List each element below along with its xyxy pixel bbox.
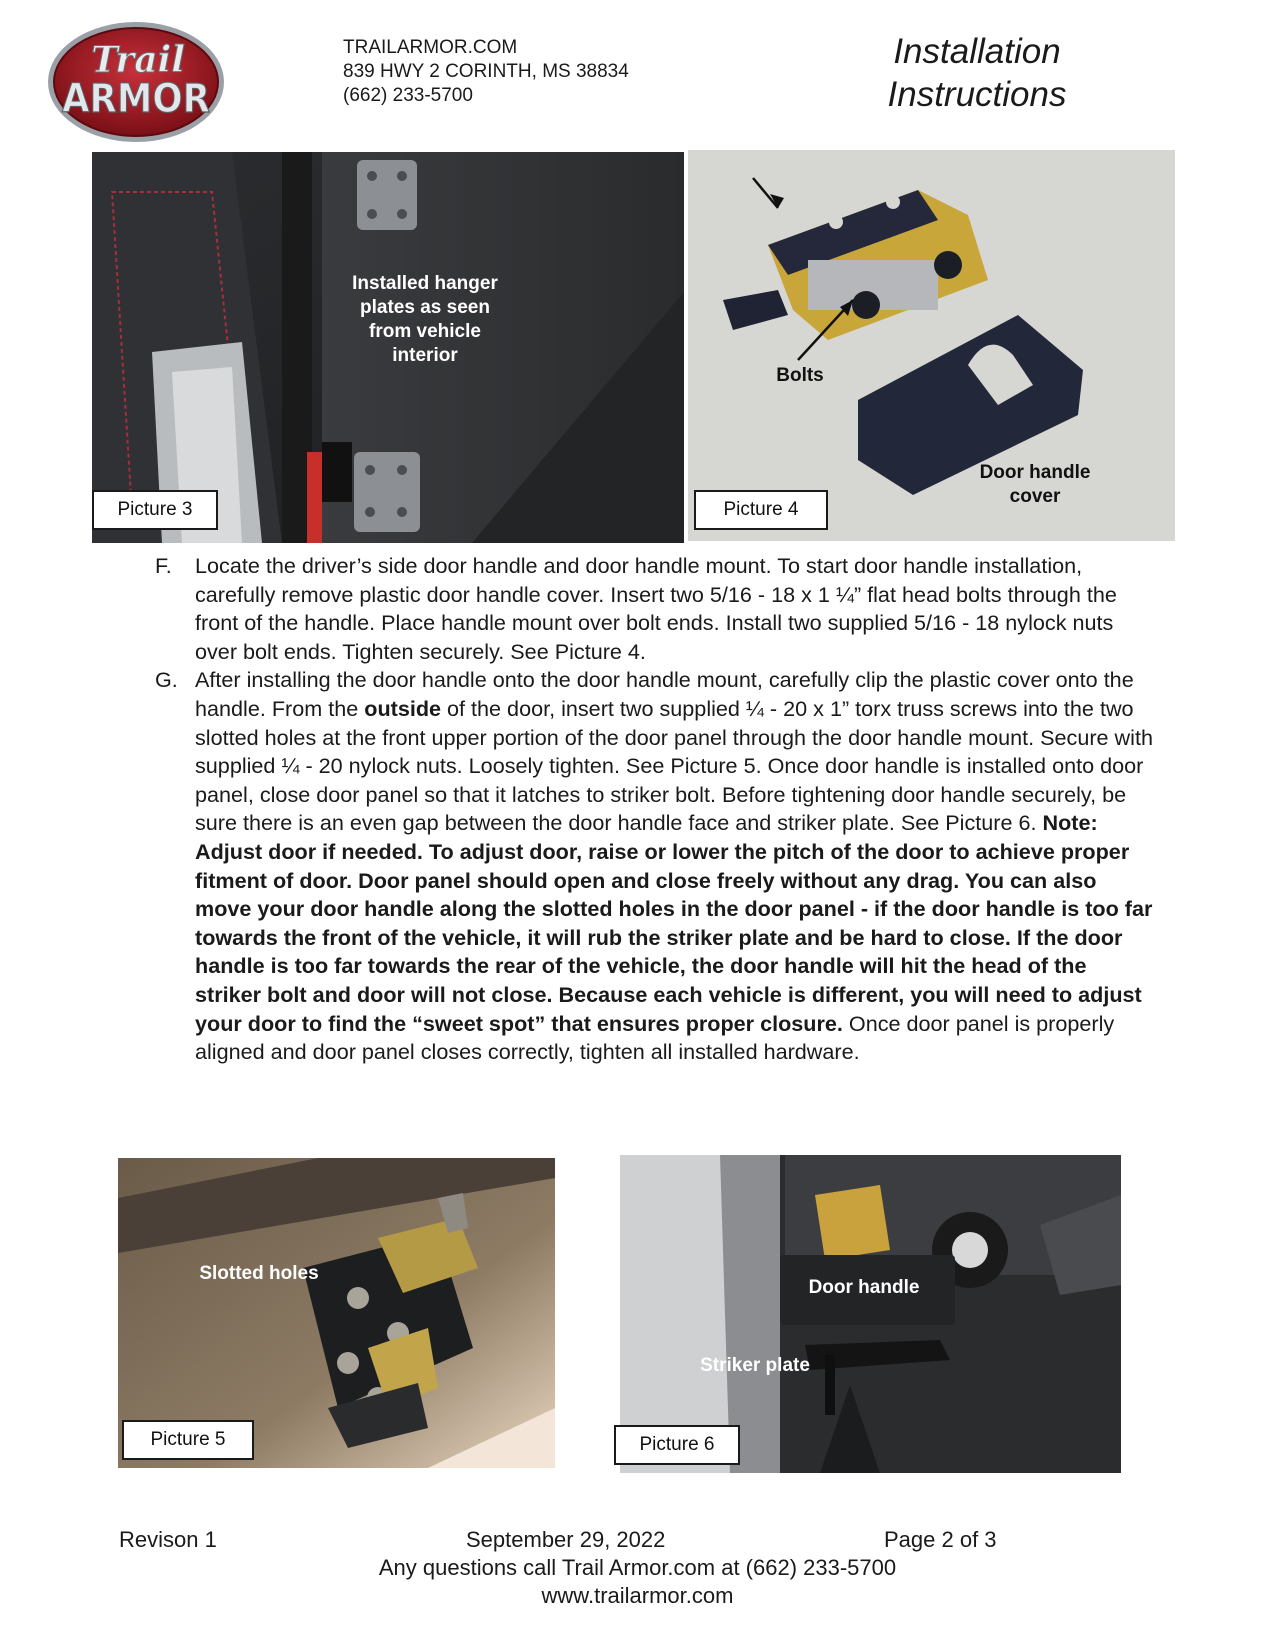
trail-armor-logo xyxy=(46,20,226,144)
picture-4-bolts-annotation: Bolts xyxy=(776,365,824,386)
footer-questions: Any questions call Trail Armor.com at (662) 233-5700 xyxy=(378,1555,897,1580)
company-website: TRAILARMOR.COM xyxy=(343,37,518,58)
picture-5-annotation: Slotted holes xyxy=(199,1263,319,1284)
document-title xyxy=(852,30,1102,116)
title-line-2: Instructions xyxy=(887,75,1067,114)
picture-6-striker-plate-annotation: Striker plate xyxy=(700,1355,810,1376)
step-f-letter: F. xyxy=(155,553,172,578)
footer-date: September 29, 2022 xyxy=(466,1527,666,1552)
outside-emphasis: outside xyxy=(364,695,442,721)
step-f xyxy=(155,552,1155,666)
step-g-text: After installing the door handle onto the door handle mount, carefully clip the plastic cover onto the handle. From the outside of the door, insert two supplied ¼ - 20 x 1” torx truss screws into the two slotted holes at the front upper portion of the door panel through the door handle mount. Secure with supplied ¼ - 20 nylock nuts. Loosely tighten. See Picture 5. Once door handle is installed onto door panel, close door panel so that it latches to striker bolt. Before tightening door handle securely, be sure there is an even gap between the door handle face and striker plate. See Picture 6. Note: Adjust door if needed. To adjust door, raise or lower the pitch of the door to achieve proper fitment of door. Door panel should open and close freely without any drag. You can also move your door handle along the slotted holes in the door panel - if the door handle is too far towards the front of the vehicle, it will rub the striker plate and be hard to close. If the door handle is too far towards the rear of the vehicle, the door handle will hit the head of the striker bolt and door will not close. Because each vehicle is different, you will need to adjust your door to find the “sweet spot” that ensures proper closure. Once door panel is properly aligned and door panel closes correctly, tighten all installed hardware. xyxy=(195,667,1153,1065)
picture-5-label: Picture 5 xyxy=(122,1420,254,1460)
footer-website: www.trailarmor.com xyxy=(541,1583,734,1608)
picture-3-annotation: Installed hanger plates as seen from vehicle interior xyxy=(352,273,498,366)
logo-bottom-text: ARMOR xyxy=(62,76,210,122)
step-g-letter: G. xyxy=(155,667,178,693)
title-line-1: Installation xyxy=(893,32,1061,71)
picture-6-label: Picture 6 xyxy=(614,1425,740,1465)
adjustment-note: Note: Adjust door if needed. To adjust door, raise or lower the pitch of the door to achieve proper fitment of door. Door panel should open and close freely without any drag. You can also move your door handle along the slotted holes in the door panel - if the door handle is too far towards the front of the vehicle, it will rub the striker plate and be hard to close. If the door handle is too far towards the rear of the vehicle, the door handle will hit the head of the striker bolt and door will not close. Because each vehicle is different, you will need to adjust your door to find the “sweet spot” that ensures proper closure. xyxy=(195,810,1153,1036)
picture-4-cover-annotation: Door handle cover xyxy=(979,462,1091,507)
picture-6-door-handle-annotation: Door handle xyxy=(808,1277,920,1298)
step-g xyxy=(155,666,1155,1066)
picture-4-label: Picture 4 xyxy=(694,490,828,530)
logo-top-text: Trail xyxy=(91,39,185,81)
footer-revision: Revison 1 xyxy=(119,1527,217,1552)
picture-3-label: Picture 3 xyxy=(92,490,218,530)
step-f-text: Locate the driver’s side door handle and door handle mount. To start door handle installation, carefully remove plastic door handle cover. Insert two 5/16 - 18 x 1 ¼” flat head bolts through the front of the handle. Place handle mount over bolt ends. Install two supplied 5/16 - 18 nylock nuts over bolt ends. Tighten securely. See Picture 4. xyxy=(195,553,1117,664)
instruction-steps xyxy=(155,552,1155,1067)
company-address: 839 HWY 2 CORINTH, MS 38834 xyxy=(343,61,629,82)
footer-page-number: Page 2 of 3 xyxy=(884,1527,997,1552)
company-phone: (662) 233-5700 xyxy=(343,85,473,106)
